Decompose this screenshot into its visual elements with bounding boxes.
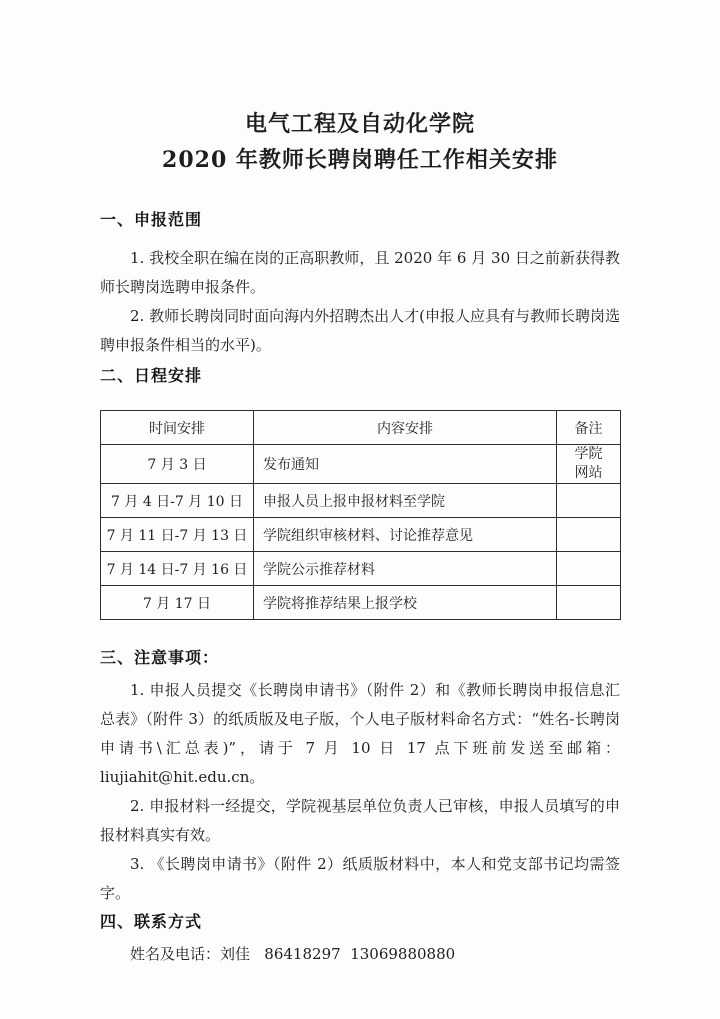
scope-paragraph-2: 2. 教师长聘岗同时面向海内外招聘杰出人才(申报人应具有与教师长聘岗选聘申报条件相当的水平)。 [100, 307, 620, 354]
doc-title: 电气工程及自动化学院 [244, 111, 475, 137]
col-header-note: 备注 [557, 411, 621, 445]
notes-paragraph-1: 1. 申报人员提交《长聘岗申请书》（附件 2）和《教师长聘岗申报信息汇总表》（附件 3）的纸质版及电子版，个人电子版材料命名方式：“姓名-长聘岗申请书\汇总表)”，请于 7 月 10 日 17 点下班前发送至邮箱：liujiahit@hit.edu.cn。 [100, 681, 620, 786]
schedule-time-cell: 7 月 17 日 [101, 586, 254, 620]
schedule-row [101, 552, 621, 586]
notes-paragraph-2: 2. 申报材料一经提交，学院视基层单位负责人已审核，申报人员填写的申报材料真实有效。 [100, 797, 620, 844]
schedule-row [101, 445, 621, 484]
section-contact-heading: 四、联系方式 [100, 912, 203, 931]
col-header-time: 时间安排 [101, 411, 254, 445]
schedule-note-cell [557, 484, 621, 518]
schedule-note-cell [557, 552, 621, 586]
section-scope-heading: 一、申报范围 [100, 210, 203, 229]
section-notes-heading: 三、注意事项： [100, 648, 220, 667]
schedule-table [100, 410, 621, 620]
schedule-content-cell: 学院公示推荐材料 [254, 552, 557, 586]
schedule-content-cell: 学院组织审核材料、讨论推荐意见 [254, 518, 557, 552]
doc-subtitle: 2020 年教师长聘岗聘任工作相关安排 [162, 147, 558, 173]
schedule-note-text: 学院网站 [574, 446, 603, 481]
notes-paragraph-3: 3. 《长聘岗申请书》（附件 2）纸质版材料中，本人和党支部书记均需签字。 [100, 855, 620, 902]
contact-line: 姓名及电话：刘佳 86418297 13069880880 [130, 945, 456, 963]
col-header-content: 内容安排 [254, 411, 557, 445]
schedule-time-cell: 7 月 4 日-7 月 10 日 [101, 484, 254, 518]
schedule-note-cell [557, 586, 621, 620]
schedule-content-cell: 发布通知 [254, 445, 557, 484]
schedule-time-cell: 7 月 3 日 [101, 445, 254, 484]
scope-paragraph-1: 1. 我校全职在编在岗的正高职教师，且 2020 年 6 月 30 日之前新获得教师长聘岗选聘申报条件。 [100, 249, 620, 296]
schedule-note-cell [557, 445, 621, 484]
schedule-content-cell: 申报人员上报申报材料至学院 [254, 484, 557, 518]
schedule-note-cell [557, 518, 621, 552]
schedule-time-cell: 7 月 14 日-7 月 16 日 [101, 552, 254, 586]
schedule-row [101, 586, 621, 620]
schedule-time-cell: 7 月 11 日-7 月 13 日 [101, 518, 254, 552]
schedule-row [101, 518, 621, 552]
schedule-content-cell: 学院将推荐结果上报学校 [254, 586, 557, 620]
section-schedule-heading: 二、日程安排 [100, 366, 203, 385]
schedule-row [101, 484, 621, 518]
schedule-header-row [101, 411, 621, 445]
